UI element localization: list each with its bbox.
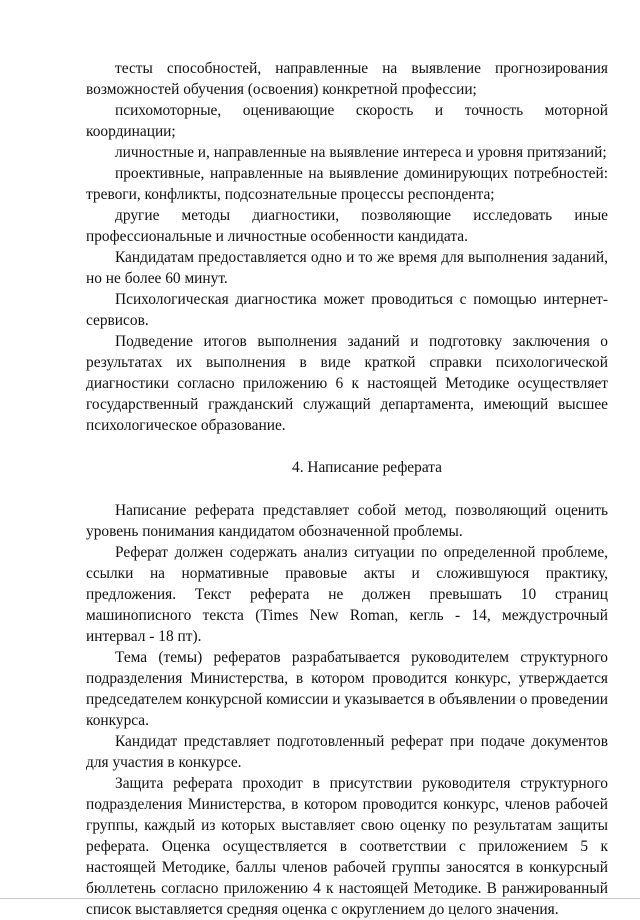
paragraph-essay-content: Реферат должен содержать анализ ситуации по определенной проблеме, ссылки на нормативные правовые акты и сложившуюся практику, предложения. Текст реферата не должен превышать 10 страниц машинописного текста (Times New Roman, кегль - 14, междустрочный интервал - 18 пт). [86,544,608,645]
paragraph-psychomotor-tests: психомоторные, оценивающие скорость и точность моторной координации; [86,102,608,140]
paragraph-essay-topics: Тема (темы) рефератов разрабатывается руководителем структурного подразделения Министерства, в котором проводится конкурс, утверждается председателем конкурсной комиссии и указывается в объявлении о проведении конкурса. [86,649,608,729]
paragraph-other-methods: другие методы диагностики, позволяющие исследовать иные профессиональные и личностные особенности кандидата. [86,207,608,245]
paragraph-results-summary: Подведение итогов выполнения заданий и подготовку заключения о результатах их выполнения в виде краткой справки психологической диагностики согласно приложению 6 к настоящей Методике осуществляет государственный гражданский служащий департамента, имеющий высшее психологическое образование. [86,333,608,434]
paragraph-essay-defense: Защита реферата проходит в присутствии руководителя структурного подразделения Министерства, в котором проводится конкурс, членов рабочей группы, каждый из которых выставляет свою оценку по результатам защиты реферата. Оценка осуществляется в соответствии с приложением 5 к настоящей Методике, баллы членов рабочей группы заносятся в конкурсный бюллетень согласно приложению 4 к настоящей Методике. В ранжированный список выставляется средняя оценка с округлением до целого значения. [86,775,608,918]
paragraph-personality-tests: личностные и, направленные на выявление интереса и уровня притязаний; [115,144,607,161]
paragraph-time-limit: Кандидатам предоставляется одно и то же время для выполнения заданий, но не более 60 минут. [86,249,608,287]
page-bottom-edge [0,898,640,899]
paragraph-projective-tests: проективные, направленные на выявление доминирующих потребностей: тревоги, конфликты, подсознательные процессы респондента; [86,165,608,203]
paragraph-internet-services: Психологическая диагностика может проводиться с помощью интернет-сервисов. [86,291,608,329]
paragraph-ability-tests: тесты способностей, направленные на выявление прогнозирования возможностей обучения (освоения) конкретной профессии; [86,60,608,98]
paragraph-essay-method: Написание реферата представляет собой метод, позволяющий оценить уровень понимания кандидатом обозначенной проблемы. [86,502,608,540]
paragraph-essay-submission: Кандидат представляет подготовленный реферат при подаче документов для участия в конкурсе. [86,733,608,771]
section-heading: 4. Написание реферата [292,459,442,476]
